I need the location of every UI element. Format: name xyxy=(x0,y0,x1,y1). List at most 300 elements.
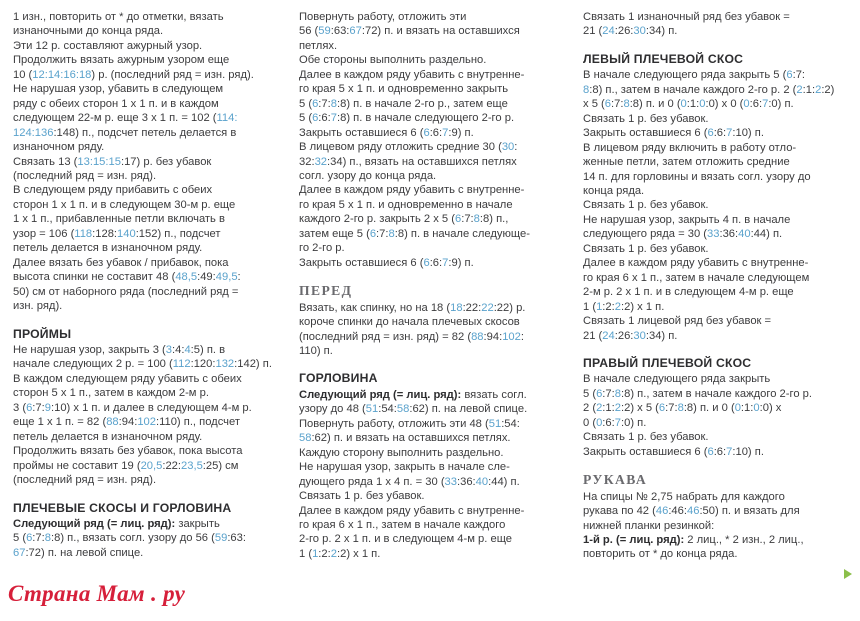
text-run: :8) п. и 0 ( xyxy=(683,402,735,415)
size-value: 112 xyxy=(172,358,191,371)
size-value: 0 xyxy=(734,402,741,415)
text-line xyxy=(13,68,293,82)
text-run: Закрыть оставшиеся 6 ( xyxy=(299,256,424,269)
text-line xyxy=(13,256,293,270)
text-run: 5 ( xyxy=(13,532,27,545)
text-run: :72) п. и вязать на оставшихся xyxy=(361,25,520,38)
size-value: 23,5 xyxy=(181,459,203,472)
text-run: :2: xyxy=(318,547,331,560)
text-run: :7: xyxy=(792,69,806,82)
size-value: 40 xyxy=(738,228,751,241)
text-run: (последний ряд = изн. ряд). xyxy=(13,169,157,182)
text-run: :22: xyxy=(162,459,182,472)
text-run: Связать 13 ( xyxy=(13,155,78,168)
text-line xyxy=(299,417,575,431)
text-run: Далее в каждом ряду убавить с внутренне- xyxy=(299,504,525,517)
text-run: начале следующих 2 р. = 100 ( xyxy=(13,358,173,371)
text-run: ) р. (последний ряд = изн. ряд). xyxy=(91,68,254,81)
size-value: 118 xyxy=(74,227,93,240)
text-line xyxy=(583,170,851,184)
text-line xyxy=(13,343,293,357)
text-run: :9) п. xyxy=(448,256,474,269)
size-value: 6 xyxy=(707,127,714,140)
text-run: 50) см от наборного ряда (последний ряд = xyxy=(13,285,239,298)
text-run: 2 ( xyxy=(583,402,597,415)
section-heading: ПРАВЫЙ ПЛЕЧЕВОЙ СКОС xyxy=(583,355,752,370)
text-line xyxy=(13,97,293,111)
size-value: 67 xyxy=(13,546,26,559)
text-line xyxy=(299,24,575,38)
size-value: 0 xyxy=(699,98,706,111)
instruction-paragraph xyxy=(583,490,851,562)
text-run: :46: xyxy=(668,505,687,518)
text-run: :6: xyxy=(713,445,727,458)
text-run: Связать 1 изнаночный ряд без убавок = xyxy=(583,11,790,23)
text-line xyxy=(13,473,293,487)
text-run: :6: xyxy=(429,256,443,269)
text-run: :25) см xyxy=(202,459,239,472)
text-run: :62) п. на левой спице. xyxy=(409,403,528,416)
text-run: :128: xyxy=(92,227,118,240)
text-run: рукава по 42 ( xyxy=(583,505,656,518)
text-line xyxy=(13,415,293,429)
text-run: дующего ряда 1 х 4 п. = 30 ( xyxy=(299,475,445,488)
instruction-paragraph xyxy=(583,68,851,343)
instruction-paragraph xyxy=(583,372,851,459)
text-run: : xyxy=(237,271,241,284)
text-line xyxy=(13,140,293,154)
size-value: 51 xyxy=(488,417,502,430)
row-label: Следующий ряд (= лиц. ряд): xyxy=(299,388,462,401)
text-run: :44) п. xyxy=(488,475,520,488)
size-value: 58 xyxy=(396,403,410,416)
text-line xyxy=(299,489,575,503)
text-run: :72) п. на левой спице. xyxy=(25,546,144,559)
size-value: 6 xyxy=(423,256,430,269)
text-run: :7: xyxy=(611,98,624,111)
text-line xyxy=(583,387,851,401)
text-run: :6: xyxy=(429,126,443,139)
text-run: :120: xyxy=(190,358,216,371)
text-run: :8) п., затем в начале каждого 2-го р. 2 ( xyxy=(589,83,797,96)
text-run: проймы не составит 19 ( xyxy=(13,459,141,472)
text-line xyxy=(13,517,293,531)
text-run: :1: xyxy=(686,98,700,111)
text-run: :148) п., подсчет петель делается в xyxy=(53,126,237,139)
text-run: го края 6 х 1 п., затем в начале следующем xyxy=(583,271,810,284)
text-run: :63: xyxy=(227,532,246,545)
text-run: :8) п., затем в начале каждого 2-го р. xyxy=(620,387,812,400)
text-run: Обе стороны выполнить раздельно. xyxy=(299,54,487,67)
size-value: 102 xyxy=(502,330,521,343)
size-value: 12:14:16:18 xyxy=(32,68,92,81)
size-value: 32 xyxy=(314,155,328,168)
text-run: Закрыть оставшиеся 6 ( xyxy=(583,127,708,140)
text-line xyxy=(13,212,293,226)
text-run: :110) п., подсчет xyxy=(155,416,240,429)
text-line xyxy=(299,241,575,255)
text-run: :34) п. xyxy=(645,329,678,342)
text-run: Не нарушая узор, закрыть в начале сле- xyxy=(299,461,510,474)
text-run: 2-го р. 2 х 1 п. и в следующем 4-м р. еще xyxy=(299,533,513,546)
text-run: :26: xyxy=(614,25,634,38)
text-run: : xyxy=(514,141,518,154)
size-value: 6 xyxy=(604,98,611,111)
text-line xyxy=(583,329,851,343)
text-run: Далее в каждом ряду убавить с внутренне- xyxy=(583,257,809,270)
text-line xyxy=(13,227,293,241)
text-line xyxy=(583,314,851,328)
text-line xyxy=(299,431,575,445)
text-line xyxy=(299,256,575,270)
text-line xyxy=(583,184,851,198)
text-line xyxy=(583,141,851,155)
text-run: Эти 12 р. составляют ажурный узор. xyxy=(13,39,203,52)
text-run: :2) х 5 ( xyxy=(620,402,659,415)
text-run: : xyxy=(520,330,524,343)
size-value: 132 xyxy=(215,358,235,371)
text-run: Не нарушая узор, закрыть 4 п. в начале xyxy=(583,213,791,226)
size-value: 3 xyxy=(165,343,172,356)
size-value: 1 xyxy=(312,547,319,560)
text-line xyxy=(13,270,293,284)
text-run: Продолжить вязать без убавок, пока высота xyxy=(13,445,243,458)
text-line xyxy=(583,547,851,561)
size-value: 6 xyxy=(26,401,33,414)
section-heading: ПЕРЕД xyxy=(299,283,353,299)
text-line xyxy=(13,401,293,415)
text-run: :0) п. xyxy=(768,98,794,111)
text-line xyxy=(583,256,851,270)
size-value: 8 xyxy=(623,98,630,111)
text-run: 56 ( xyxy=(299,25,319,38)
text-line xyxy=(583,271,851,285)
text-run: :0) х 0 ( xyxy=(705,98,744,111)
size-value: 8 xyxy=(614,387,621,400)
text-run: Далее в каждом ряду убавить с внутренне- xyxy=(299,68,525,81)
text-run: узор = 106 ( xyxy=(13,227,75,240)
text-run: :26: xyxy=(614,329,634,342)
text-run: :6: xyxy=(713,127,727,140)
size-value: 0 xyxy=(680,98,687,111)
text-run: :10) п. xyxy=(732,127,764,140)
text-line xyxy=(13,531,293,545)
text-run: В лицевом ряду включить в работу отло- xyxy=(583,141,797,154)
text-run: сторон 1 х 1 п. и в следующем 30-м р. еще xyxy=(13,198,236,211)
text-run: Связать 1 р. без убавок. xyxy=(583,431,709,444)
size-value: 30 xyxy=(633,25,646,38)
text-run: изнаночном ряду. xyxy=(13,141,105,154)
size-value: 114: xyxy=(216,112,238,125)
text-run: :8) п. в начале следующе- xyxy=(394,227,530,240)
text-line xyxy=(299,10,575,24)
size-value: 33 xyxy=(707,228,720,241)
text-run: вязать согл. xyxy=(461,388,527,401)
text-line xyxy=(299,227,575,241)
text-run: :94: xyxy=(483,330,503,343)
text-run: х 5 ( xyxy=(583,98,605,111)
size-value: 6 xyxy=(786,69,793,82)
instruction-paragraph xyxy=(13,343,293,488)
text-line xyxy=(583,155,851,169)
text-line xyxy=(13,444,293,458)
text-line xyxy=(583,504,851,518)
play-triangle-icon[interactable] xyxy=(844,569,852,579)
text-run: В следующем ряду прибавить с обеих xyxy=(13,184,213,197)
text-line xyxy=(583,416,851,430)
size-value: 6 xyxy=(658,402,666,415)
text-run: Закрыть оставшиеся 6 ( xyxy=(583,445,708,458)
size-value: 9 xyxy=(44,401,51,414)
size-value: 46 xyxy=(687,505,700,518)
text-run: :2) xyxy=(821,83,835,96)
instruction-paragraph xyxy=(13,517,293,560)
text-line xyxy=(299,446,575,460)
text-line xyxy=(13,111,293,125)
size-value: 0 xyxy=(753,402,760,415)
text-run: (последний ряд = изн. ряд) = 82 ( xyxy=(299,330,472,343)
text-run: :34) п., вязать на оставшихся петлях xyxy=(327,155,517,168)
size-value: 8 xyxy=(44,532,51,545)
text-line xyxy=(583,24,851,38)
text-line xyxy=(299,53,575,67)
size-value: 0 xyxy=(596,416,603,429)
size-value: 46 xyxy=(655,505,669,518)
size-value: 102 xyxy=(137,416,156,429)
size-value: 8 xyxy=(388,227,395,240)
text-run: :10) х 1 п. и далее в следующем 4-м р. xyxy=(50,401,252,414)
size-value: 4 xyxy=(184,343,191,356)
text-run: Связать 1 р. без убавок. xyxy=(583,112,709,125)
text-run: повторить от * до конца ряда. xyxy=(583,548,738,561)
size-value: 48,5 xyxy=(175,271,198,284)
text-line xyxy=(299,518,575,532)
text-line xyxy=(13,357,293,371)
text-run: каждого 2-го р. закрыть 2 х 5 ( xyxy=(299,213,455,226)
section-heading: ПРОЙМЫ xyxy=(13,326,72,341)
text-run: ряду с обеих сторон 1 х 1 п. и в каждом xyxy=(13,97,219,110)
text-run: 1 изн., повторить от * до отметки, вязать xyxy=(13,11,224,23)
text-run: женные петли, затем отложить средние xyxy=(583,156,790,169)
text-run: (последний ряд = изн. ряд). xyxy=(13,474,157,487)
text-run: 21 ( xyxy=(583,25,603,38)
text-run: 2-м р. 2 х 1 п. и в следующем 4-м р. еще xyxy=(583,286,794,299)
text-line xyxy=(583,213,851,227)
text-run: :8) п. в начале 2-го р., затем еще xyxy=(336,97,508,110)
text-run: :0) п. xyxy=(620,416,647,429)
text-line xyxy=(299,504,575,518)
text-run: сторон 5 х 1 п., затем в каждом 2-м р. xyxy=(13,387,209,400)
text-run: нижней планки резинкой: xyxy=(583,519,715,532)
text-line xyxy=(13,386,293,400)
size-value: 6 xyxy=(454,213,462,226)
text-run: В начале следующего ряда закрыть xyxy=(583,373,771,386)
text-line xyxy=(299,82,575,96)
text-line xyxy=(299,532,575,546)
text-run: :7: xyxy=(376,227,389,240)
text-run: 5 ( xyxy=(583,387,597,400)
instruction-paragraph xyxy=(13,10,293,314)
text-run: 1 ( xyxy=(583,300,597,313)
size-value: 24 xyxy=(602,25,615,38)
text-run: :2) х 1 п. xyxy=(336,547,381,560)
text-run: изн. ряд). xyxy=(13,300,63,313)
instruction-paragraph xyxy=(299,10,575,270)
text-run: Не нарушая узор, убавить в следующем xyxy=(13,83,224,96)
text-run: :7: xyxy=(32,401,45,414)
text-line xyxy=(13,53,293,67)
size-value: 7 xyxy=(614,416,621,429)
text-run: Вязать, как спинку, но на 18 ( xyxy=(299,301,451,314)
text-line xyxy=(13,459,293,473)
text-line xyxy=(299,212,575,226)
text-line xyxy=(583,519,851,533)
text-run: :62) п. и вязать на оставшихся петлях. xyxy=(311,432,511,445)
text-run: :10) п. xyxy=(732,445,764,458)
text-line xyxy=(583,68,851,82)
instruction-paragraph xyxy=(583,10,851,39)
text-line xyxy=(583,198,851,212)
text-line xyxy=(583,126,851,140)
text-run: :7: xyxy=(318,97,331,110)
text-run: 14 п. для горловины и вязать согл. узору до xyxy=(583,170,811,183)
text-line xyxy=(299,126,575,140)
text-line xyxy=(13,546,293,560)
text-line xyxy=(583,227,851,241)
text-run: :22: xyxy=(462,301,482,314)
size-value: 2 xyxy=(614,300,621,313)
size-value: 6 xyxy=(707,445,714,458)
text-run: петлях. xyxy=(299,39,338,52)
text-line xyxy=(583,83,851,97)
text-run: :7: xyxy=(602,387,615,400)
text-run: конца ряда. xyxy=(583,184,645,197)
size-value: 140 xyxy=(117,227,136,240)
text-run: :7: xyxy=(32,532,45,545)
size-value: 18 xyxy=(450,301,463,314)
text-line xyxy=(13,183,293,197)
text-run: 21 ( xyxy=(583,329,603,342)
size-value: 30 xyxy=(501,141,515,154)
size-value: 40 xyxy=(475,475,489,488)
text-run: Повернуть работу, отложить эти xyxy=(299,11,467,23)
text-run: :54: xyxy=(501,417,520,430)
size-value: 7 xyxy=(442,126,449,139)
size-value: 8 xyxy=(330,97,337,110)
text-run: :22) р. xyxy=(493,301,526,314)
text-run: :5) п. в xyxy=(190,343,226,356)
text-run: 0 ( xyxy=(583,416,597,429)
text-line xyxy=(583,285,851,299)
text-run: 32: xyxy=(299,155,315,168)
text-line xyxy=(299,68,575,82)
text-run: :54: xyxy=(378,403,397,416)
size-value: 6 xyxy=(312,97,319,110)
text-line xyxy=(299,330,575,344)
size-value: 7 xyxy=(330,112,337,125)
text-run: :50) п. и вязать для xyxy=(699,505,800,518)
text-run: узору до 48 ( xyxy=(299,403,366,416)
text-run: го края 5 х 1 п. и одновременно в начале xyxy=(299,198,513,211)
text-line xyxy=(299,39,575,53)
text-line xyxy=(299,344,575,358)
size-value: 2 xyxy=(330,547,337,560)
text-run: Продолжить вязать ажурным узором еще xyxy=(13,54,230,67)
text-run: Связать 1 лицевой ряд без убавок = xyxy=(583,315,772,328)
text-run: 10 ( xyxy=(13,68,33,81)
text-run: Повернуть работу, отложить эти 48 ( xyxy=(299,417,489,430)
text-run: Далее вязать без убавок / прибавок, пока xyxy=(13,256,229,269)
size-value: 8 xyxy=(677,402,684,415)
text-run: Связать 1 р. без убавок. xyxy=(583,242,709,255)
text-run: :8) п. и 0 ( xyxy=(629,98,681,111)
text-run: :6: xyxy=(318,112,331,125)
text-line xyxy=(299,460,575,474)
text-run: Не нарушая узор, закрыть 3 ( xyxy=(13,343,166,356)
size-value: 1 xyxy=(596,300,603,313)
site-watermark: Страна Мам . ру xyxy=(8,581,186,606)
size-value: 7 xyxy=(762,98,769,111)
size-value: 2 xyxy=(614,402,621,415)
text-column-3 xyxy=(583,10,851,562)
size-value: 49,5 xyxy=(215,271,238,284)
text-line xyxy=(13,10,293,24)
text-run: петель делается в изнаночном ряду. xyxy=(13,430,203,443)
size-value: 88 xyxy=(106,416,119,429)
size-value: 67 xyxy=(349,25,362,38)
text-run: 2 лиц., * 2 изн., 2 лиц., xyxy=(684,533,804,546)
text-run: Связать 1 р. без убавок. xyxy=(583,199,709,212)
text-line xyxy=(13,126,293,140)
size-value: 124:136 xyxy=(13,126,54,139)
text-run: согл. узору до конца ряда. xyxy=(299,169,437,182)
text-line xyxy=(583,112,851,126)
size-value: 6 xyxy=(596,387,603,400)
text-run: 110) п. xyxy=(299,344,333,357)
text-line xyxy=(583,490,851,504)
text-line xyxy=(13,430,293,444)
instruction-paragraph xyxy=(299,388,575,561)
size-value: 7 xyxy=(726,127,733,140)
text-run: следующего ряда = 30 ( xyxy=(583,228,708,241)
text-run: :0) х xyxy=(759,402,782,415)
text-run: :49: xyxy=(197,271,216,284)
text-line xyxy=(13,39,293,53)
size-value: 13:15:15 xyxy=(77,155,121,168)
size-value: 58 xyxy=(299,432,312,445)
text-run: затем еще 5 ( xyxy=(299,227,370,240)
text-line xyxy=(299,183,575,197)
section-heading: ГОРЛОВИНА xyxy=(299,371,378,386)
size-value: 7 xyxy=(442,256,449,269)
text-run: Закрыть оставшиеся 6 ( xyxy=(299,126,424,139)
text-run: :44) п. xyxy=(750,228,783,241)
text-run: :8) п. в начале следующего 2-го р. xyxy=(336,112,515,125)
text-run: Связать 1 р. без убавок. xyxy=(299,490,425,503)
text-run: 5 ( xyxy=(299,112,313,125)
size-value: 59 xyxy=(214,532,228,545)
text-run: го 2-го р. xyxy=(299,242,345,255)
size-value: 0 xyxy=(743,98,750,111)
text-run: :2: xyxy=(602,300,615,313)
text-run: закрыть xyxy=(175,517,220,530)
text-run: :34) п. xyxy=(645,25,678,38)
text-line xyxy=(299,97,575,111)
text-run: :9) п. xyxy=(448,126,474,139)
text-line xyxy=(299,388,575,402)
text-line xyxy=(13,155,293,169)
row-label: Следующий ряд (= лиц. ряд): xyxy=(13,517,176,530)
